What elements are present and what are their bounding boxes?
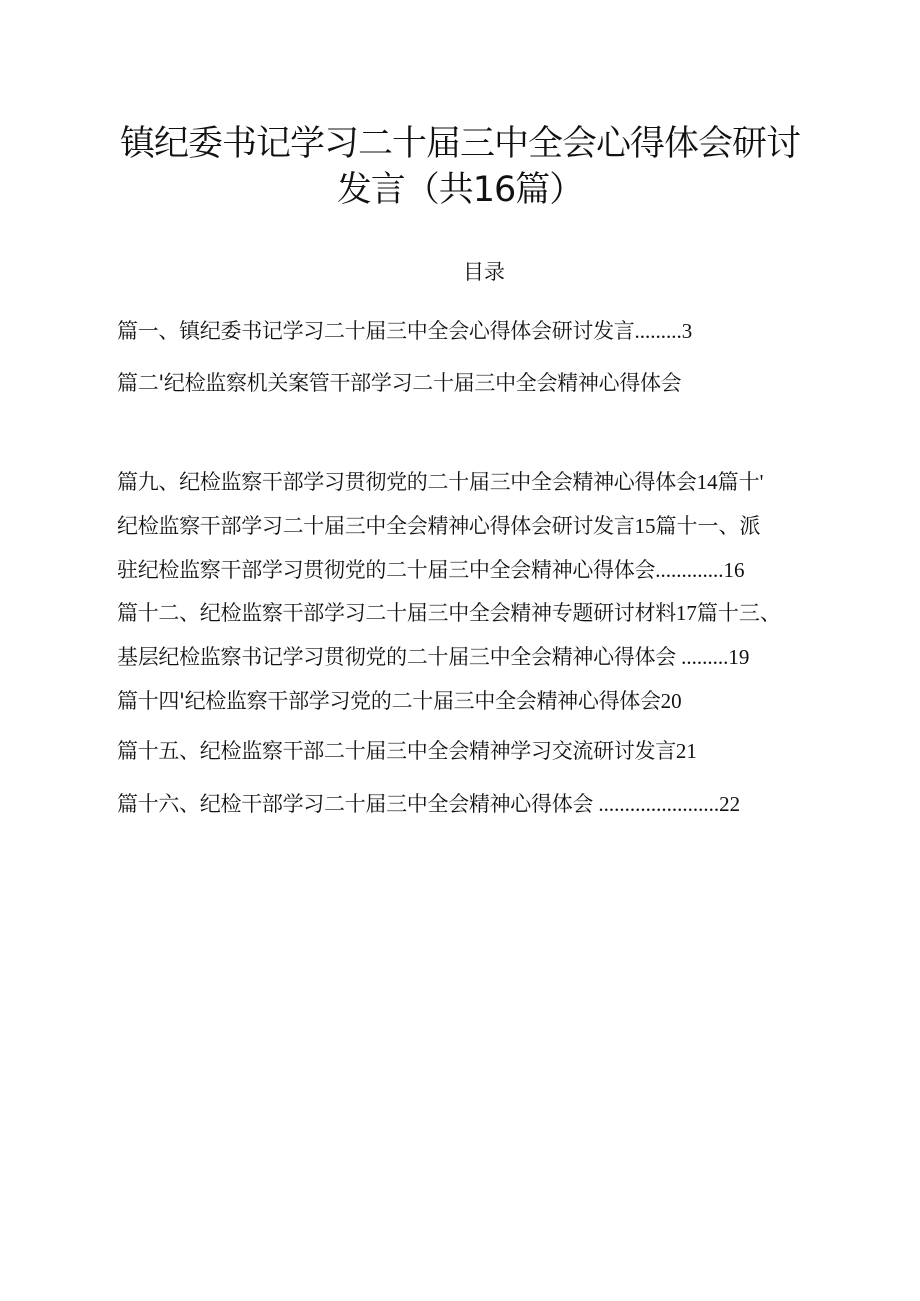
toc-entry-page: 17篇十三、 [675, 601, 781, 625]
toc-entry-page: .......................22 [593, 792, 741, 816]
toc-entry-page: 20 [660, 689, 682, 713]
toc-entry-text: 驻纪检监察干部学习贯彻党的二十届三中全会精神心得体会 [117, 558, 656, 582]
toc-entry-9[interactable] [117, 736, 697, 766]
toc-entry-text: 篇十六、纪检干部学习二十届三中全会精神心得体会 [117, 792, 594, 816]
toc-entry-4[interactable] [117, 511, 761, 541]
toc-entry-text: 篇十四'纪检监察干部学习党的二十届三中全会精神心得体会 [117, 689, 661, 713]
toc-entry-page: .........19 [675, 645, 750, 669]
toc-heading: 目录 [463, 260, 505, 284]
toc-entry-page: .........3 [634, 319, 693, 343]
toc-entry-page: .............16 [655, 558, 745, 582]
toc-entry-3[interactable] [117, 467, 763, 497]
document-title-line-2: 发言（共16篇） [336, 170, 584, 210]
toc-entry-1[interactable] [117, 316, 692, 346]
toc-entry-text: 基层纪检监察书记学习贯彻党的二十届三中全会精神心得体会 [117, 645, 676, 669]
toc-entry-page: 15篇十一、派 [634, 514, 761, 538]
toc-entry-text: 纪检监察干部学习二十届三中全会精神心得体会研讨发言 [117, 514, 635, 538]
toc-entry-6[interactable] [117, 598, 781, 628]
toc-entry-7[interactable] [117, 642, 749, 672]
toc-entry-8[interactable] [117, 686, 682, 716]
toc-entry-10[interactable] [117, 789, 740, 819]
toc-entry-text: 篇九、纪检监察干部学习贯彻党的二十届三中全会精神心得体会 [117, 470, 697, 494]
toc-entry-text: 篇十二、纪检监察干部学习二十届三中全会精神专题研讨材料 [117, 601, 676, 625]
toc-entry-text: 篇一、镇纪委书记学习二十届三中全会心得体会研讨发言 [117, 319, 635, 343]
toc-entry-page: 14篇十' [696, 470, 764, 494]
toc-entry-text: 篇二'纪检监察机关案管干部学习二十届三中全会精神心得体会 [117, 371, 682, 395]
toc-entry-text: 篇十五、纪检监察干部二十届三中全会精神学习交流研讨发言 [117, 739, 676, 763]
toc-entry-5[interactable] [117, 555, 744, 585]
toc-entry-2[interactable] [117, 368, 681, 398]
document-title-line-1: 镇纪委书记学习二十届三中全会心得体会研讨 [119, 124, 800, 164]
toc-entry-page: 21 [675, 739, 697, 763]
